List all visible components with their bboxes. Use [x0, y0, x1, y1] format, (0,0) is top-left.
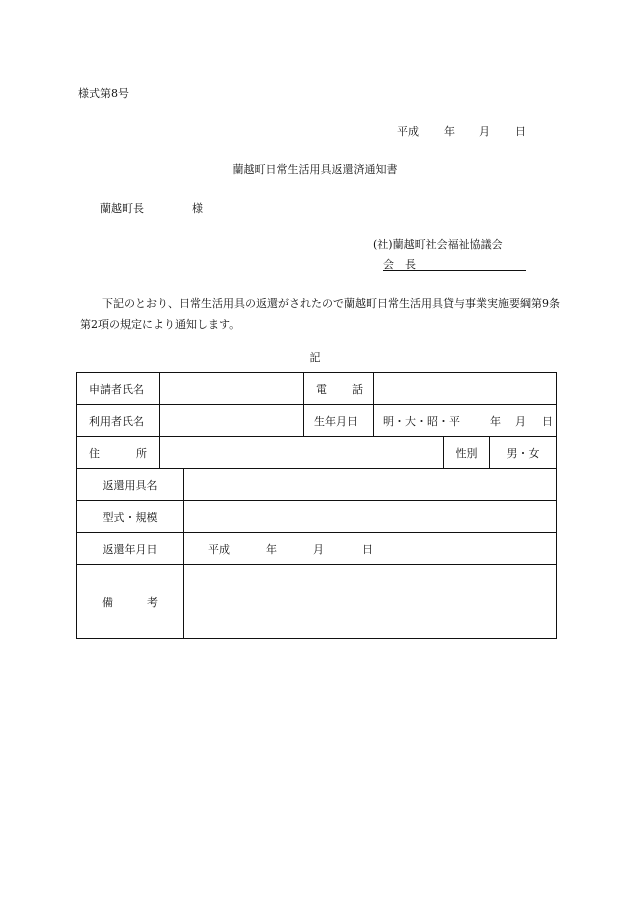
return-date-year-unit: 年 [266, 542, 277, 556]
return-date-month-unit: 月 [313, 542, 324, 556]
phone-label-char-2: 話 [352, 382, 363, 396]
date-year-unit: 年 [444, 125, 455, 138]
user-name-label: 利用者氏名 [77, 405, 160, 437]
user-name-field[interactable] [160, 405, 304, 437]
model-field[interactable] [184, 501, 557, 533]
birthdate-field[interactable] [374, 405, 557, 437]
table-row [77, 469, 557, 501]
table-row [77, 501, 557, 533]
birthdate-label: 生年月日 [304, 405, 374, 437]
applicant-name-field[interactable] [160, 373, 304, 405]
body-paragraph [80, 293, 570, 335]
table-row [77, 373, 557, 405]
date-month-unit: 月 [479, 125, 490, 138]
body-text: 下記のとおり、日常生活用具の返還がされたので蘭越町日常生活用具貸与事業実施要綱第9条第2項の規定により通知します。 [80, 297, 560, 331]
return-date-field[interactable] [184, 533, 557, 565]
birthdate-day-unit: 日 [542, 414, 553, 428]
address-field[interactable] [160, 437, 444, 469]
return-date-label: 返還年月日 [77, 533, 184, 565]
sender-organization: (社)蘭越町社会福祉協議会 [373, 238, 503, 251]
address-label [77, 437, 160, 469]
phone-label-char-1: 電 [316, 382, 327, 396]
remarks-label [77, 565, 184, 639]
gender-label: 性別 [444, 437, 490, 469]
return-date-day-unit: 日 [362, 542, 373, 556]
phone-field[interactable] [374, 373, 557, 405]
date-day-unit: 日 [515, 125, 526, 138]
return-notice-table [76, 372, 557, 639]
ki-heading: 記 [309, 351, 321, 364]
gender-options[interactable]: 男・女 [490, 437, 557, 469]
address-label-char-1: 住 [89, 446, 100, 460]
document-title: 蘭越町日常生活用具返還済通知書 [232, 163, 398, 176]
sender-chair-line[interactable] [383, 256, 526, 271]
birthdate-month-unit: 月 [515, 414, 526, 428]
address-label-char-2: 所 [136, 446, 147, 460]
model-label: 型式・規模 [77, 501, 184, 533]
table-row [77, 405, 557, 437]
birthdate-year-unit: 年 [490, 414, 501, 428]
return-date-era: 平成 [208, 542, 230, 556]
remarks-label-char-1: 備 [102, 595, 113, 609]
birthdate-eras: 明・大・昭・平 [383, 414, 460, 428]
applicant-name-label: 申請者氏名 [77, 373, 160, 405]
sender-chair-label: 会 長 [383, 258, 416, 271]
remarks-label-char-2: 考 [147, 595, 158, 609]
phone-label [304, 373, 374, 405]
addressee [100, 200, 203, 216]
return-item-field[interactable] [184, 469, 557, 501]
issue-date [397, 123, 526, 139]
table-row [77, 565, 557, 639]
table-row [77, 437, 557, 469]
table-row [77, 533, 557, 565]
addressee-name: 蘭越町長 [100, 202, 144, 215]
date-era: 平成 [397, 125, 419, 138]
remarks-field[interactable] [184, 565, 557, 639]
addressee-honorific: 様 [192, 202, 203, 215]
return-item-label: 返還用具名 [77, 469, 184, 501]
form-number: 様式第8号 [78, 87, 129, 100]
